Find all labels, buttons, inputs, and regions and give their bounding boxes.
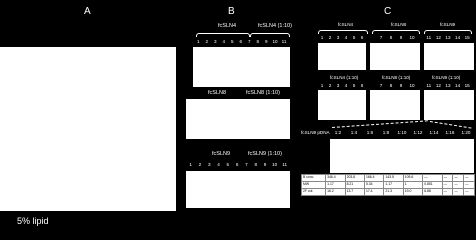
panel-c-top-gel-2 bbox=[370, 43, 420, 70]
table-cell: — bbox=[423, 175, 442, 182]
panel-b-row3-title-left: fcSLN9 bbox=[212, 151, 231, 157]
lane-label: 2 bbox=[328, 83, 332, 88]
table-cell: 5.34 bbox=[364, 182, 383, 189]
lane-label: 5 bbox=[226, 162, 230, 167]
lane-label: 15 bbox=[464, 83, 470, 88]
panel-b-row1-title-right: fcSLN4 (1:10) bbox=[258, 23, 292, 29]
panel-c-top-title-3: fcSLN9 bbox=[440, 22, 456, 27]
panel-c-dilution-gel bbox=[330, 139, 474, 173]
lane-label: 6 bbox=[239, 39, 243, 44]
lane-label: 11 bbox=[281, 39, 287, 44]
lane-label: 15 bbox=[464, 35, 470, 40]
lane-label: 7 bbox=[245, 162, 248, 167]
panel-a-image bbox=[0, 47, 176, 211]
lane-label: 4 bbox=[222, 39, 226, 44]
table-cell: 6.88 bbox=[423, 189, 442, 196]
panel-c-mid-lanes-2 bbox=[376, 84, 420, 89]
dilution-label: 1:20 bbox=[461, 130, 471, 135]
lane-label: 2 bbox=[205, 39, 209, 44]
lane-label: 10 bbox=[409, 35, 415, 40]
zoom-guide-right bbox=[430, 121, 472, 129]
lane-label: 6 bbox=[235, 162, 239, 167]
table-cell: 17.4 bbox=[364, 189, 383, 196]
lane-label: 1 bbox=[196, 39, 200, 44]
lane-label: 12 bbox=[435, 35, 441, 40]
panel-c-top-brace-2 bbox=[372, 30, 420, 34]
lane-label: 14 bbox=[455, 83, 461, 88]
panel-c-mid-title-3: fcSLN9 (1:10) bbox=[432, 75, 461, 80]
table-cell: — bbox=[442, 189, 453, 196]
table-cell: 1.17 bbox=[326, 182, 345, 189]
lane-label: 13 bbox=[445, 83, 451, 88]
dilution-label: 1:14 bbox=[429, 130, 439, 135]
panel-b-gel-3 bbox=[186, 171, 290, 208]
panel-b-row1-brace-right bbox=[250, 33, 290, 37]
lane-label: 6 bbox=[360, 35, 364, 40]
lane-label: 3 bbox=[336, 83, 340, 88]
panel-b-row1-title-left: fcSLN4 bbox=[218, 23, 237, 29]
dilution-label: 1:4 bbox=[350, 130, 358, 135]
panel-b-row3-lanes bbox=[186, 163, 290, 168]
table-cell: — bbox=[442, 182, 453, 189]
panel-c-mid-gel-3 bbox=[424, 90, 474, 120]
table-cell: 13.7 bbox=[345, 189, 364, 196]
panel-b-row3-title-right: fcSLN9 (1:10) bbox=[248, 151, 282, 157]
lane-label: 4 bbox=[217, 162, 220, 167]
lane-label: 3 bbox=[207, 162, 211, 167]
dilution-label: 1:8 bbox=[382, 130, 390, 135]
lane-label: 7 bbox=[379, 83, 383, 88]
panel-c-top-title-1: fcSLN4 bbox=[338, 22, 354, 27]
table-row-header: B conc. bbox=[302, 175, 326, 182]
lane-label: 9 bbox=[399, 83, 403, 88]
panel-c-top-gel-1 bbox=[318, 43, 366, 70]
lane-label: 4 bbox=[344, 83, 348, 88]
lane-label: 5 bbox=[352, 35, 356, 40]
lane-label: 2 bbox=[198, 162, 202, 167]
table-cell: 166.4 bbox=[364, 175, 383, 182]
lane-label: 11 bbox=[282, 162, 288, 167]
table-row bbox=[302, 189, 475, 196]
panel-c-top-gel-3 bbox=[424, 43, 474, 70]
table-cell: 346.4 bbox=[326, 175, 345, 182]
table-cell: 1 bbox=[403, 182, 422, 189]
lane-label: 8 bbox=[254, 162, 257, 167]
table-cell: — bbox=[453, 189, 464, 196]
table-cell: — bbox=[442, 175, 453, 182]
table-cell: 8.21 bbox=[345, 182, 364, 189]
table-cell: 21.3 bbox=[384, 189, 403, 196]
lane-label: 1 bbox=[320, 35, 324, 40]
lane-label: 6 bbox=[360, 83, 364, 88]
panel-c-mid-lanes-3 bbox=[424, 84, 472, 89]
lane-label: 8 bbox=[389, 83, 393, 88]
table-cell: — bbox=[453, 182, 464, 189]
lane-label: 10 bbox=[409, 83, 415, 88]
panel-c-top-brace-1 bbox=[318, 30, 368, 34]
lane-label: 11 bbox=[426, 83, 432, 88]
table-cell: 109.6 bbox=[403, 175, 422, 182]
table-cell: 0.851 bbox=[423, 182, 442, 189]
zoom-guide-left bbox=[332, 120, 428, 128]
table-cell: 1.17 bbox=[384, 182, 403, 189]
lane-label: 9 bbox=[264, 39, 268, 44]
panel-b-row1-lanes bbox=[194, 40, 290, 45]
panel-c-top-lanes-1 bbox=[318, 36, 366, 41]
panel-c-mid-title-2: fcSLN8 (1:10) bbox=[382, 75, 411, 80]
lane-label: 1 bbox=[320, 83, 324, 88]
panel-b-label: B bbox=[228, 6, 235, 17]
lane-label: 14 bbox=[455, 35, 461, 40]
panel-c-mid-lanes-1 bbox=[318, 84, 366, 89]
panel-b-row1-brace-left bbox=[196, 33, 250, 37]
table-row-header: 2F cut bbox=[302, 189, 326, 196]
lane-label: 2 bbox=[328, 35, 332, 40]
panel-c-top-title-2: fcSLN8 bbox=[391, 22, 407, 27]
lane-label: 12 bbox=[435, 83, 441, 88]
lane-label: 8 bbox=[256, 39, 260, 44]
table-cell: — bbox=[453, 175, 464, 182]
panel-c-mid-gel-1 bbox=[318, 90, 366, 120]
lane-label: 9 bbox=[263, 162, 267, 167]
dilution-label: 1:12 bbox=[413, 130, 423, 135]
panel-c-quant-table bbox=[301, 174, 475, 196]
lane-label: 9 bbox=[399, 35, 403, 40]
lane-label: 8 bbox=[389, 35, 393, 40]
panel-b-row2-title-left: fcSLN8 bbox=[208, 90, 227, 96]
lane-label: 4 bbox=[344, 35, 348, 40]
panel-c-dilution-label: fcSLN9 pDNA bbox=[301, 130, 330, 135]
lane-label: 1 bbox=[189, 162, 192, 167]
panel-c-mid-gel-2 bbox=[370, 90, 420, 120]
lane-label: 5 bbox=[352, 83, 356, 88]
lane-label: 10 bbox=[272, 162, 278, 167]
lane-label: 3 bbox=[213, 39, 217, 44]
table-row-header: MW bbox=[302, 182, 326, 189]
panel-c-label: C bbox=[384, 6, 392, 17]
panel-a-label: A bbox=[84, 6, 91, 17]
table-cell: 16.2 bbox=[326, 189, 345, 196]
panel-c-dilution-series bbox=[330, 131, 476, 136]
panel-c-mid-title-1: fcSLN4 (1:10) bbox=[330, 75, 359, 80]
table-cell: — bbox=[464, 175, 475, 182]
lane-label: 13 bbox=[445, 35, 451, 40]
dilution-label: 1:2 bbox=[334, 130, 342, 135]
dilution-label: 1:16 bbox=[445, 130, 455, 135]
lane-label: 10 bbox=[272, 39, 278, 44]
panel-c-top-lanes-2 bbox=[376, 36, 420, 41]
lane-label: 3 bbox=[336, 35, 340, 40]
table-cell: 19.0 bbox=[403, 189, 422, 196]
lane-label: 11 bbox=[426, 35, 432, 40]
table-cell: 143.5 bbox=[384, 175, 403, 182]
lane-label: 7 bbox=[379, 35, 383, 40]
lane-label: 5 bbox=[230, 39, 234, 44]
panel-c-top-brace-3 bbox=[424, 30, 472, 34]
table-row bbox=[302, 182, 475, 189]
panel-b-gel-1 bbox=[193, 47, 290, 87]
panel-c-top-lanes-3 bbox=[424, 36, 472, 41]
panel-a-caption: 5% lipid bbox=[17, 216, 49, 226]
table-row bbox=[302, 175, 475, 182]
dilution-label: 1:10 bbox=[397, 130, 407, 135]
table-cell: 203.8 bbox=[345, 175, 364, 182]
panel-b-gel-2 bbox=[186, 99, 290, 139]
dilution-label: 1:6 bbox=[366, 130, 374, 135]
lane-label: 7 bbox=[247, 39, 251, 44]
table-cell: — bbox=[464, 182, 475, 189]
table-cell: — bbox=[464, 189, 475, 196]
panel-b-row2-title-right: fcSLN8 (1:10) bbox=[246, 90, 280, 96]
